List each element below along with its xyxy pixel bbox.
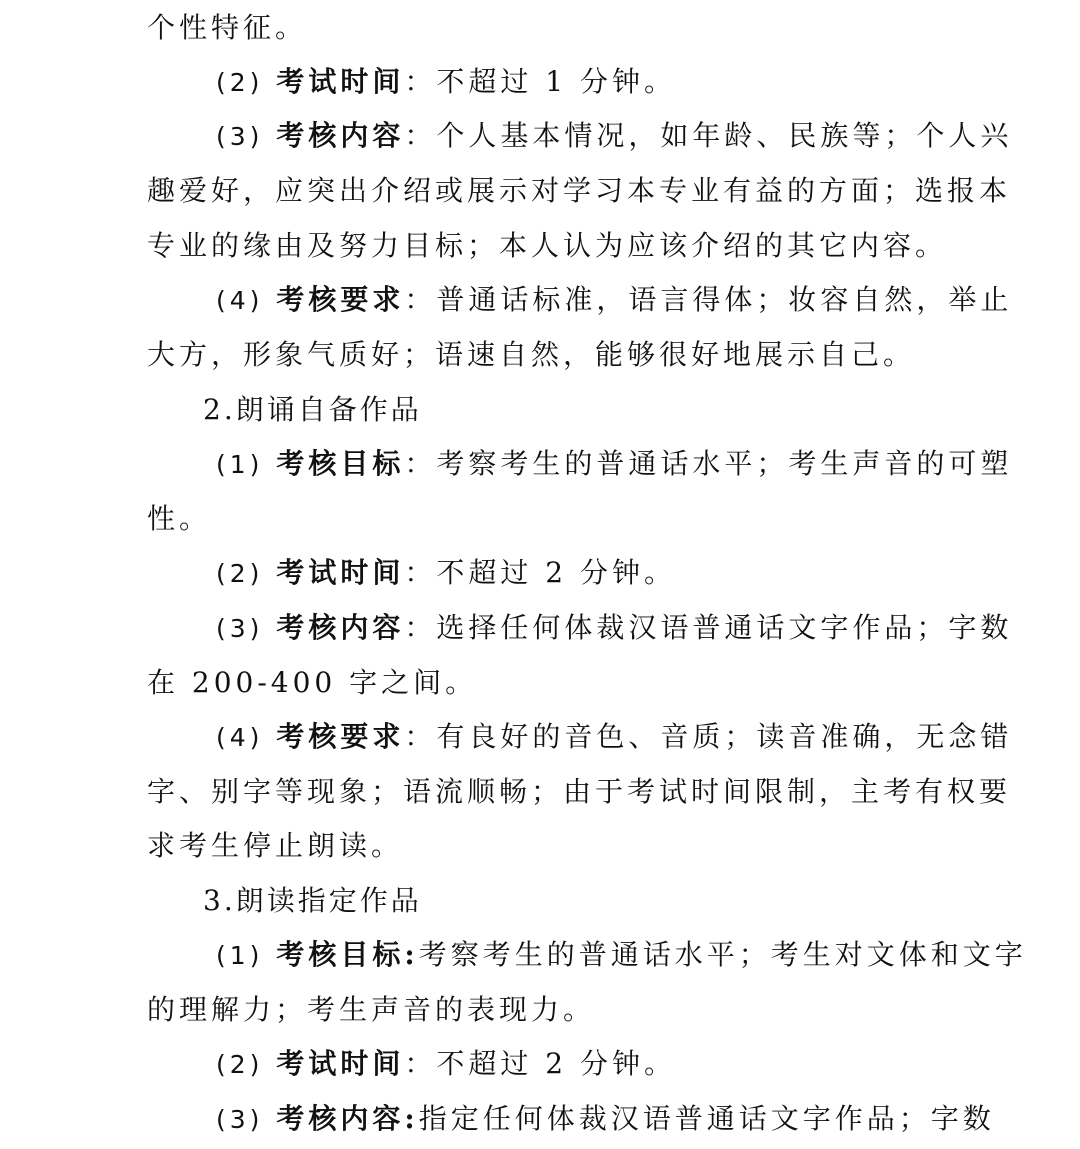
item-separator: ： [404,65,437,98]
item-text: 不超过 1 分钟。 [436,65,676,98]
section-heading-text: 3.朗读指定作品 [203,884,422,917]
item-text: 普通话标准，语言得体；妆容自然，举止 [436,283,1013,316]
item-separator: ： [404,119,437,152]
item-number: (4) [216,286,264,315]
item-number: (4) [216,723,264,752]
section-heading-text: 2.朗诵自备作品 [203,393,422,426]
item-line [216,1099,995,1140]
text-line [147,171,1012,211]
item-text: 有良好的音色、音质；读音准确，无念错 [436,720,1013,753]
item-line [216,935,1027,976]
item-label: 考核要求 [276,283,405,316]
item-number: (1) [216,941,264,970]
section-heading [203,390,993,430]
text-line [147,499,937,539]
text-line [147,663,937,703]
item-separator: ： [404,556,437,589]
item-label: 考核目标 [276,447,405,480]
line-text: 个性特征。 [147,11,308,44]
item-label: 考核目标 [276,938,405,971]
item-separator: : [404,938,419,971]
text-line [147,335,937,375]
item-number: (2) [216,68,264,97]
item-label: 考试时间 [276,1047,405,1080]
item-label: 考核内容 [276,1102,405,1135]
item-line [216,444,1013,485]
item-line [216,553,1006,594]
line-text: 在 200-400 字之间。 [147,666,478,699]
item-number: (3) [216,614,264,643]
item-label: 考核要求 [276,720,405,753]
item-separator: ： [404,611,437,644]
item-number: (3) [216,122,264,151]
item-line [216,62,1006,103]
line-text: 字、别字等现象；语流顺畅；由于考试时间限制，主考有权要 [147,775,1012,808]
item-separator: : [404,1102,419,1135]
text-line [147,226,948,266]
item-label: 考试时间 [276,556,405,589]
item-line [216,280,1013,321]
line-text: 的理解力；考生声音的表现力。 [147,993,596,1026]
item-separator: ： [404,447,437,480]
item-label: 考核内容 [276,119,405,152]
item-label: 考试时间 [276,65,405,98]
item-text: 不超过 2 分钟。 [436,1047,676,1080]
line-text: 大方，形象气质好；语速自然，能够很好地展示自己。 [147,338,916,371]
item-number: (3) [216,1105,264,1134]
item-number: (1) [216,450,264,479]
item-separator: ： [404,283,437,316]
item-text: 考察考生的普通话水平；考生对文体和文字 [418,938,1027,971]
line-text: 求考生停止朗读。 [147,829,404,862]
item-text: 个人基本情况，如年龄、民族等；个人兴 [436,119,1013,152]
item-text: 指定任何体裁汉语普通话文字作品；字数 [418,1102,995,1135]
item-line [216,1044,1006,1085]
item-separator: ： [404,1047,437,1080]
item-label: 考核内容 [276,611,405,644]
item-text: 不超过 2 分钟。 [436,556,676,589]
section-heading [203,881,993,921]
line-text: 趣爱好，应突出介绍或展示对学习本专业有益的方面；选报本 [147,174,1012,207]
item-separator: ： [404,720,437,753]
item-number: (2) [216,559,264,588]
line-text: 专业的缘由及努力目标；本人认为应该介绍的其它内容。 [147,229,948,262]
line-text: 性。 [147,502,212,535]
text-line [147,772,1012,812]
item-text: 考察考生的普通话水平；考生声音的可塑 [436,447,1013,480]
text-line [147,990,937,1030]
text-line [147,8,308,48]
item-number: (2) [216,1050,264,1079]
item-line [216,717,1013,758]
item-line [216,608,1013,649]
item-line [216,116,1013,157]
item-text: 选择任何体裁汉语普通话文字作品；字数 [436,611,1013,644]
text-line [147,826,937,866]
